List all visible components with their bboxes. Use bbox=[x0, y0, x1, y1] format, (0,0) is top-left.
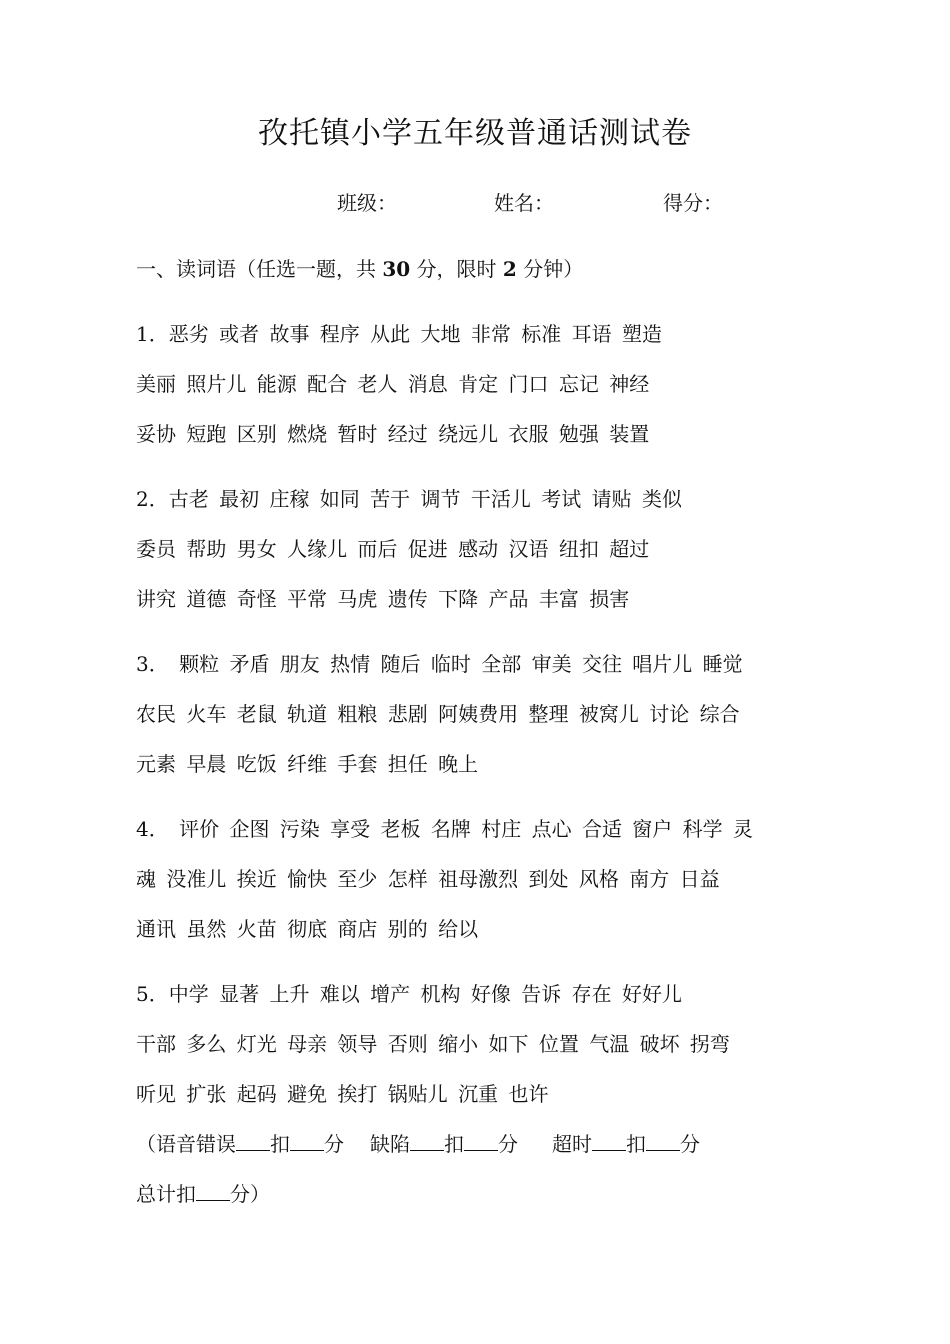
blank-field bbox=[646, 1132, 680, 1151]
heading-points: 30 bbox=[382, 257, 411, 281]
points-label: 分 bbox=[680, 1132, 700, 1156]
word-line: 委员 帮助 男女 人缘儿 而后 促进 感动 汉语 纽扣 超过 bbox=[136, 537, 650, 561]
word-line: 美丽 照片儿 能源 配合 老人 消息 肯定 门口 忘记 神经 bbox=[136, 372, 650, 396]
blank-field bbox=[410, 1132, 444, 1151]
word-line: 通讯 虽然 火苗 彻底 商店 别的 给以 bbox=[136, 917, 479, 941]
defect-label: 缺陷 bbox=[370, 1132, 410, 1156]
word-line: 4． 评价 企图 污染 享受 老板 名牌 村庄 点心 合适 窗户 科学 灵 bbox=[136, 817, 754, 841]
name-label: 姓名： bbox=[494, 191, 554, 215]
total-close-label: 分） bbox=[230, 1182, 270, 1206]
deduct-label: 扣 bbox=[270, 1132, 290, 1156]
heading-prefix: 一、读词语（任选一题，共 bbox=[136, 257, 383, 281]
word-line: 魂 没准儿 挨近 愉快 至少 怎样 祖母激烈 到处 风格 南方 日益 bbox=[136, 867, 720, 891]
score-label: 得分： bbox=[663, 191, 723, 215]
section-heading bbox=[136, 253, 583, 282]
word-line: 元素 早晨 吃饭 纤维 手套 担任 晚上 bbox=[136, 752, 479, 776]
total-deduct-label: 总计扣 bbox=[136, 1182, 196, 1206]
scoring-line bbox=[136, 1128, 700, 1157]
word-line: 妥协 短跑 区别 燃烧 暂时 经过 绕远儿 衣服 勉强 装置 bbox=[136, 422, 650, 446]
class-label: 班级： bbox=[337, 191, 397, 215]
word-line: 1．恶劣 或者 故事 程序 从此 大地 非常 标准 耳语 塑造 bbox=[136, 322, 662, 346]
page-title: 孜托镇小学五年级普通话测试卷 bbox=[258, 116, 692, 151]
blank-field bbox=[236, 1132, 270, 1151]
word-line: 农民 火车 老鼠 轨道 粗粮 悲剧 阿姨费用 整理 被窝儿 讨论 综合 bbox=[136, 702, 740, 726]
overtime-label: 超时 bbox=[552, 1132, 592, 1156]
blank-field bbox=[464, 1132, 498, 1151]
word-line: 干部 多么 灯光 母亲 领导 否则 缩小 如下 位置 气温 破坏 拐弯 bbox=[136, 1032, 730, 1056]
word-line: 讲究 道德 奇怪 平常 马虎 遗传 下降 产品 丰富 损害 bbox=[136, 587, 630, 611]
word-line: 2．古老 最初 庄稼 如同 苦于 调节 干活儿 考试 请贴 类似 bbox=[136, 487, 682, 511]
heading-suffix: 分钟） bbox=[516, 257, 584, 281]
blank-field bbox=[290, 1132, 324, 1151]
deduct-label: 扣 bbox=[444, 1132, 464, 1156]
word-line: 听见 扩张 起码 避免 挨打 锅贴儿 沉重 也许 bbox=[136, 1082, 549, 1106]
blank-field bbox=[592, 1132, 626, 1151]
points-label: 分 bbox=[498, 1132, 518, 1156]
pronunciation-error-label: 语音错误 bbox=[156, 1132, 236, 1156]
word-line: 3． 颗粒 矛盾 朋友 热情 随后 临时 全部 审美 交往 唱片儿 睡觉 bbox=[136, 652, 743, 676]
heading-mid: 分，限时 bbox=[410, 257, 503, 281]
word-line: 5．中学 显著 上升 难以 增产 机构 好像 告诉 存在 好好儿 bbox=[136, 982, 682, 1006]
deduct-label: 扣 bbox=[626, 1132, 646, 1156]
blank-field bbox=[196, 1182, 230, 1201]
points-label: 分 bbox=[324, 1132, 344, 1156]
total-line bbox=[136, 1178, 270, 1207]
scoring-open-paren: （ bbox=[136, 1132, 156, 1156]
heading-minutes: 2 bbox=[502, 257, 517, 281]
